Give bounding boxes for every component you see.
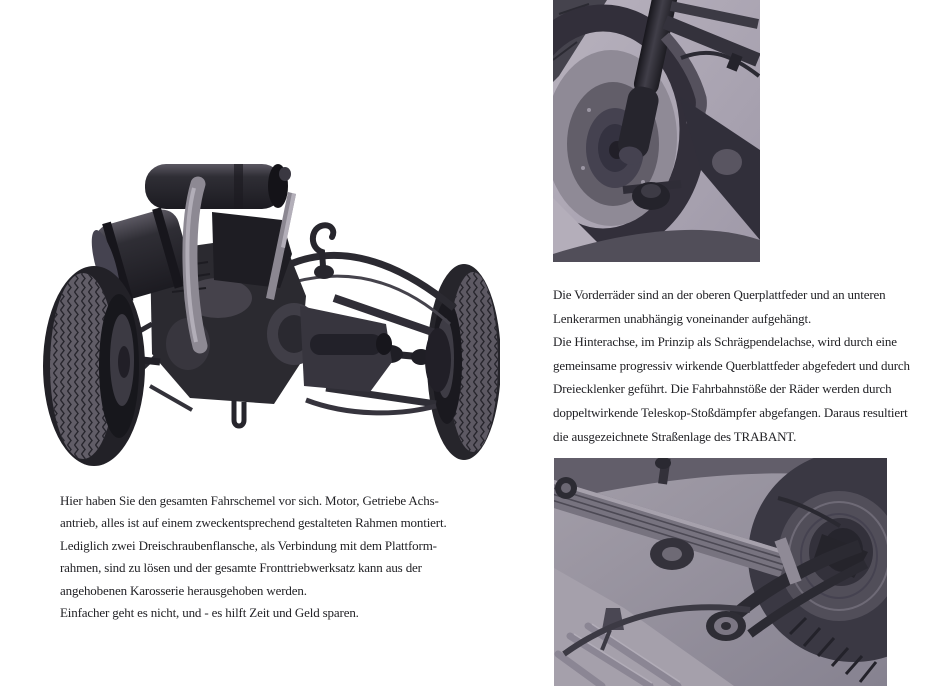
- text-line: Hier haben Sie den gesamten Fahrschemel vor sich. Motor, Getriebe Achs-: [60, 493, 439, 508]
- text-line: gemeinsame progressiv wirkende Querblattfeder abgefedert und durch: [553, 357, 910, 373]
- text-line: Die Vorderräder sind an der oberen Querplattfeder und an unteren: [553, 287, 886, 302]
- text-line: angehobenen Karosserie herausgehoben werden.: [60, 582, 307, 598]
- text-line: Lediglich zwei Dreischraubenflansche, als Verbindung mit dem Plattform-: [60, 537, 437, 553]
- text-line: doppeltwirkende Teleskop-Stoßdämpfer abgefangen. Daraus resultiert: [553, 404, 908, 420]
- fuel-tank-drum: [145, 164, 291, 209]
- chassis-photo: [38, 148, 500, 468]
- text-line: die ausgezeichnete Straßenlage des TRABANT.: [553, 428, 797, 444]
- text-line: Lenkerarmen unabhängig voneinander aufgehängt.: [553, 310, 812, 326]
- text-line: antrieb, alles ist auf einem zweckentsprechend gestalteten Rahmen montiert.: [60, 515, 447, 531]
- gearbox: [300, 306, 392, 392]
- text-line: Einfacher geht es nicht, und - es hilft Zeit und Geld sparen.: [60, 604, 359, 620]
- front-suspension-photo: [553, 0, 760, 262]
- text-line: rahmen, sind zu lösen und der gesamte Fronttriebwerksatz kann aus der: [60, 560, 422, 576]
- left-wheel: [43, 266, 145, 466]
- text-line: Dreiecklenker geführt. Die Fahrbahnstöße der Räder werden durch: [553, 381, 892, 397]
- left-paragraph: [60, 490, 490, 624]
- rear-axle-photo: [554, 458, 887, 686]
- front-suspension-illustration: [553, 0, 760, 262]
- right-paragraph: [553, 283, 943, 448]
- text-line: Die Hinterachse, im Prinzip als Schrägpendelachse, wird durch eine: [553, 334, 897, 350]
- chassis-photo-illustration: [38, 148, 500, 468]
- rear-axle-illustration: [554, 458, 887, 686]
